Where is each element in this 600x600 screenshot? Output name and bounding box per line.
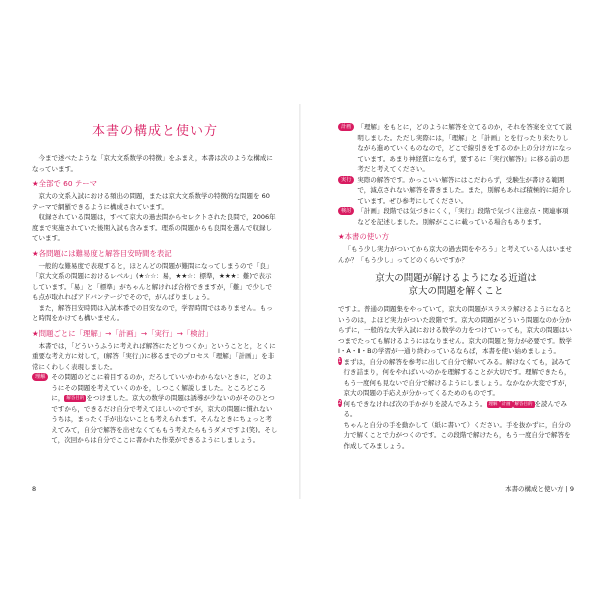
review-tag-icon: 検討 [338,207,354,215]
step-1-number-icon: 1 [338,357,342,364]
step-2-text [344,399,574,452]
understand-tag-icon: 理解 [32,373,48,381]
understand-paragraph [51,372,278,446]
step-2-number-icon: 2 [338,399,342,406]
understand-item [32,372,278,446]
review-item [338,206,574,227]
step-1 [338,357,574,399]
hint-tag-icon: 解答目的 [66,396,85,401]
right-page-number: 9 [569,485,574,493]
process-paragraph-1: 本書では，「どういうふうに考えれば解答にたどりつくか」ということと，とくに重要な考え方に対して，(解答「実行」)に移るまでのプロセス「理解」「計画」」を非常にくわしく表現しました。 [32,341,276,371]
difficulty-paragraph-2: また，解答目安時間は入試本番での目安なので，学習時間ではありません。もっと時間をかけても構いません。 [32,303,273,322]
section-heading-usage: ★本書の使い方 [338,232,389,241]
step-2-text-a: 何もできなければ次の手かがりを読んでみよう。 [343,399,487,408]
execute-item [338,175,574,207]
intro-paragraph: 今まで述べたような「京大文系数学の特徴」をふまえ，本書は次のような構成になっています。 [32,154,273,173]
plan-text: 「理解」をもとに，どのように解答を立てるのか，それを答案を立てて説明しました。ただし実際には，「理解」と「計画」とを行ったり来たりしながら進めていくものなので，どこで線引きをするのか上の分け方になっています。あまり神経質にならず，要するに「実行(解答)」に移る前の思考だと考えてください。 [357,123,572,173]
left-page [32,104,278,499]
plan-inline-tag-icon: 計画 [501,401,511,407]
understand-text-a: その問題のどこに着目するのか，だろしていいかわからないときに，どのようにその問題を考えていくのかを，しつこく解説しました。ところどころに， [51,373,273,402]
footer-title: 本書の構成と使い方 [505,485,564,493]
page-gutter [299,104,301,499]
themes-paragraph-2: 収録されている問題は，すべて京大の過去問からセレクトされた良問で，2006年度まで実施されていた後期入試も含みます。理系の問題からも良問を選んで収録しています。 [32,213,276,242]
usage-subtitle [338,272,574,298]
hint-inline-tag-icon: 解答目的 [514,401,533,407]
understand-text-b: をつけました。京大の数学の問題は誘導が少ないのがそのひとつですから，できるだけ自分で考えてほしいのですが，京大の問題に慣れないうちは，まったく手が出ないことも考えられます。そんなときにちょっと考えてみて，自分で解答を出せなくてももう考えたらもうダメですよ(笑)。そして，次回からは自分でここに書かれた作業ができるようにしましょう。 [51,394,278,444]
step-2-text-b: を読んでみる。 [343,399,568,418]
page-title: 本書の構成と使い方 [91,124,218,139]
running-footer [505,484,574,493]
understand-inline-tag-icon: 理解 [488,401,498,407]
review-text: 「計画」段階では気づきにくく，「実行」段階で気づく注意点・関連事項などを記述しました。別解がここに載っている場合もあります。 [357,207,569,226]
right-page [338,104,574,499]
plan-item [338,122,574,175]
left-page-number: 8 [32,485,37,493]
plan-tag-icon: 計画 [338,123,354,131]
process-heading-steps: 「理解」→「計画」→「実行」→「検討」 [75,328,213,338]
execute-tag-icon: 実行 [338,176,354,184]
step-2 [338,399,574,452]
process-heading-plain: ★問題ごとに [32,328,76,338]
section-heading-process [32,329,278,339]
section-heading-themes: ★全部で 60 テーマ [32,179,98,188]
themes-paragraph-1: 京大の文系入試における頻出の問題，または京大文系数学の特徴的な問題を 60 テーマで網羅できるように構成されています。 [32,192,270,211]
usage-paragraph: 「もう少し実力がついてから京大の過去問をやろう」と考えている人はいませんか？「もう少し」ってどのくらいですか？ [338,245,572,264]
step-2-text-c: ちゃんと自分の手を動かして（紙に書いて）ください。手を抜かずに，自分の力で解くことで力がつくのです。この段階で解けたら，もう一度自分で解答を作成してみましょう。 [343,420,572,450]
subtitle-line-2: 京大の問題を解くこと [408,286,504,297]
usage-body: ですよ。普通の問題集をやっていて，京大の問題がスラスラ解けるようになるというのは，よほど実力がついた段階です。京大の問題がどういう問題なのか分からずに，一般的な大学入試における数学の力をつけていっても，京大の問題はいつまでたっても解けるようにはなりません。京大の問題と努力が必要です。数学Ⅰ・A・Ⅱ・Bの学習が一通り終わっているならば，本書を使い始めましょう。 [338,305,572,355]
section-heading-difficulty: ★各問題には難易度と解答目安時間を表記 [32,248,172,258]
execute-text: 実際の解答です。かっこいい解答にはこだわらず，受験生が書ける範囲で，減点されない解答を書きました。また，別解もあれば積極的に紹介しています。ぜひ参考にしてください。 [357,175,572,205]
subtitle-line-1: 京大の問題が解けるようになる近道は [375,273,537,284]
step-1-text: まずは，自分の解答を参考に出して自分で解いてみる。解けなくても，試みて行き詰まり，何をやればいいのかを理解することが大切です。理解できたら，もう一度何も見ないで自分で解けるようにしましょう。なかなか大変ですが，京大の問題の手応えが分かってくるためのものです。 [343,357,571,397]
difficulty-paragraph-1: 一般的な難易度で表現すると，ほとんどの問題が難問になってしまうので「良」「京大文系の問題におけるレベル」(★☆☆：易，★★☆：標準，★★★：難)で表示しています。「易」と「標準」がちゃんと解ければ合格できますが，「難」で少しでも点が取れればアドバンテージでそので，がんばりましょう。 [32,261,273,301]
footer-separator: | [565,485,570,493]
